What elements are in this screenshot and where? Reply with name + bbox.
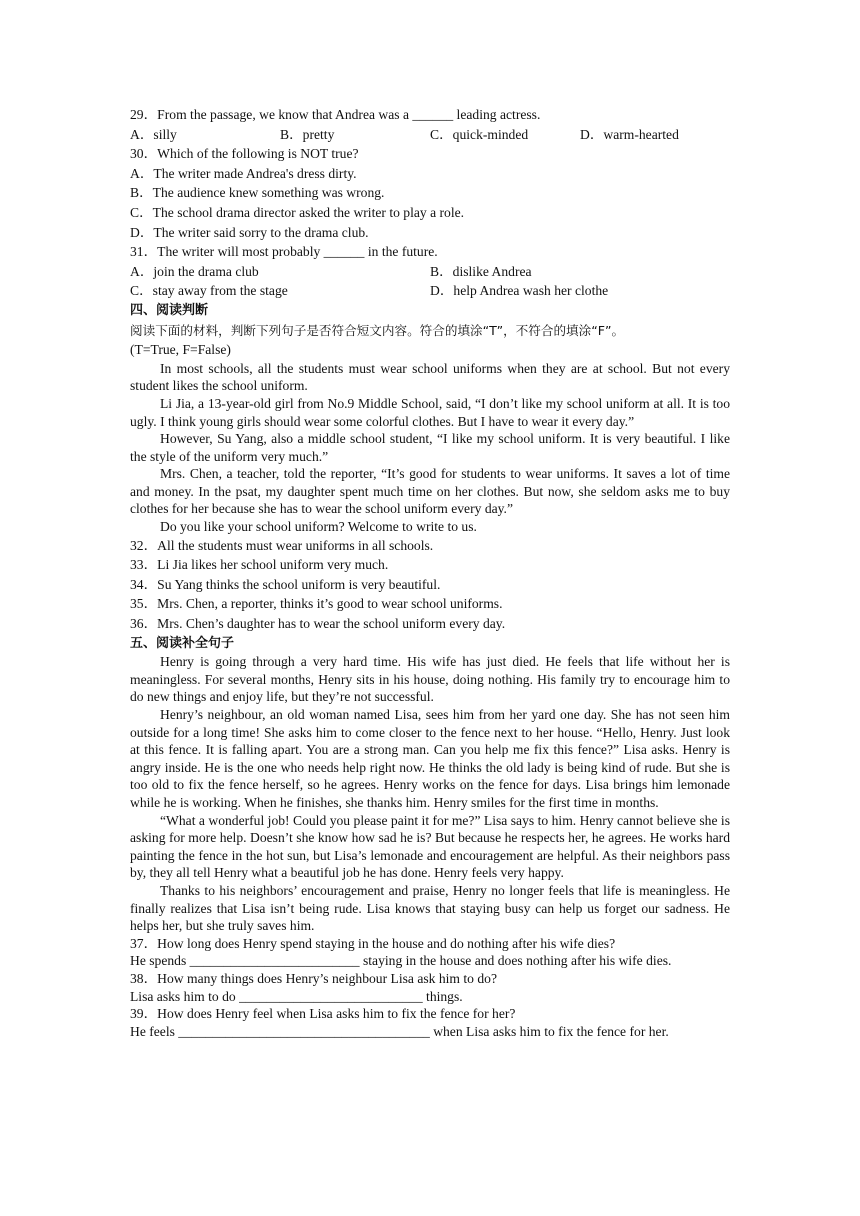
question-31-options-row1 [130, 262, 730, 282]
option-30-d: D．The writer said sorry to the drama club. [130, 224, 369, 240]
question-29-options [130, 125, 730, 145]
section-4-instruction: 阅读下面的材料，判断下列句子是否符合短文内容。符合的填涂“T”，不符合的填涂“F”。 [130, 322, 625, 338]
passage-4-paragraph: Mrs. Chen, a teacher, told the reporter, “It’s good for students to wear uniforms. It saves a lot of time and money. In the psat, my daughter spent much time on her clothes. But now, she seldom asks me to buy clothes for her because she has to wear the school uniform every day.” [130, 466, 730, 517]
option-29-c: C．quick-minded [430, 126, 529, 142]
passage-4-paragraph: In most schools, all the students must wear school uniforms when they are at school. But not every student likes the school uniform. [130, 360, 730, 394]
section-4-legend: (T=True, F=False) [130, 342, 231, 358]
question-31-options-row2 [130, 281, 730, 301]
document-content [130, 105, 730, 1040]
question-29-stem: 29．From the passage, we know that Andrea was a ______ leading actress. [130, 107, 541, 122]
answer-37-line: He spends _________________________ staying in the house and does nothing after his wife dies. [130, 953, 672, 969]
passage-5-paragraph: Henry is going through a very hard time. His wife has just died. He feels that life without her is meaningless. For several months, Henry sits in his house, doing nothing. His family try to encourage him to do new things and enjoy life, but they’re not successful. [130, 654, 730, 705]
question-39: 39．How does Henry feel when Lisa asks him to fix the fence for her? [130, 1006, 516, 1022]
question-31-stem: 31．The writer will most probably ______ in the future. [130, 244, 438, 260]
passage-5-paragraph: Thanks to his neighbors’ encouragement and praise, Henry no longer feels that life is meaningless. He finally realizes that Lisa isn’t being rude. Lisa knows that staying busy can help us forget our sadness. He helps her, but she truly saves him. [130, 882, 730, 934]
question-37: 37．How long does Henry spend staying in the house and do nothing after his wife dies? [130, 935, 616, 951]
statement-32: 32．All the students must wear uniforms in all schools. [130, 537, 434, 553]
option-29-d: D．warm-hearted [580, 126, 679, 142]
answer-38-line: Lisa asks him to do ___________________________ things. [130, 988, 463, 1004]
question-38: 38．How many things does Henry’s neighbour Lisa ask him to do? [130, 970, 497, 986]
section-4-heading: 四、阅读判断 [130, 302, 209, 318]
option-31-b: B．dislike Andrea [430, 263, 532, 279]
option-30-c: C．The school drama director asked the writer to play a role. [130, 204, 465, 220]
statement-35: 35．Mrs. Chen, a reporter, thinks it’s good to wear school uniforms. [130, 596, 503, 612]
option-29-a: A．silly [130, 126, 177, 142]
passage-5-paragraph: Henry’s neighbour, an old woman named Lisa, sees him from her yard one day. She has not seen him outside for a long time! She asks him to come closer to the fence next to her house. “Hello, Henry. Just look at this fence. It is falling apart. You are a strong man. Can you help me fix this fence?” Lisa asks. Henry is angry inside. He is the one who needs help right now. He thinks the old lady is being kind of rude. But she is too old to fix the fence herself, so he agrees. Henry works on the fence for days. Lisa brings him lemonade while he is working. When he finishes, she thanks him. Henry smiles for the first time in months. [130, 707, 730, 810]
option-30-a: A．The writer made Andrea's dress dirty. [130, 165, 357, 181]
statement-33: 33．Li Jia likes her school uniform very much. [130, 557, 389, 573]
statement-36: 36．Mrs. Chen’s daughter has to wear the school uniform every day. [130, 616, 506, 632]
passage-4-paragraph: Do you like your school uniform? Welcome to write to us. [160, 519, 477, 535]
passage-5-paragraph: “What a wonderful job! Could you please paint it for me?” Lisa says to him. Henry cannot believe she is asking for more help. Doesn’t she know how sad he is? But because he respects her, he agrees. He works hard painting the fence in the hot sun, but Lisa’s lemonade and encouragement are helpful. As their neighbors pass by, they all tell Henry what a beautiful job he has done. Henry feels very happy. [130, 812, 730, 881]
passage-4-paragraph: Li Jia, a 13-year-old girl from No.9 Middle School, said, “I don’t like my school uniform at all. It is too ugly. I think young girls should wear some colorful clothes. But I have to wear it every day.” [130, 395, 730, 429]
option-31-a: A．join the drama club [130, 263, 259, 279]
statement-34: 34．Su Yang thinks the school uniform is very beautiful. [130, 576, 441, 592]
option-30-b: B．The audience knew something was wrong. [130, 185, 385, 201]
option-31-c: C．stay away from the stage [130, 283, 288, 299]
answer-39-line: He feels _____________________________________ when Lisa asks him to fix the fence for her. [130, 1023, 669, 1039]
option-29-b: B．pretty [280, 126, 335, 142]
option-31-d: D．help Andrea wash her clothe [430, 283, 609, 299]
section-5-heading: 五、阅读补全句子 [130, 635, 235, 651]
question-30-stem: 30．Which of the following is NOT true? [130, 146, 359, 162]
passage-4-paragraph: However, Su Yang, also a middle school student, “I like my school uniform. It is very beautiful. I like the style of the uniform very much.” [130, 431, 730, 464]
